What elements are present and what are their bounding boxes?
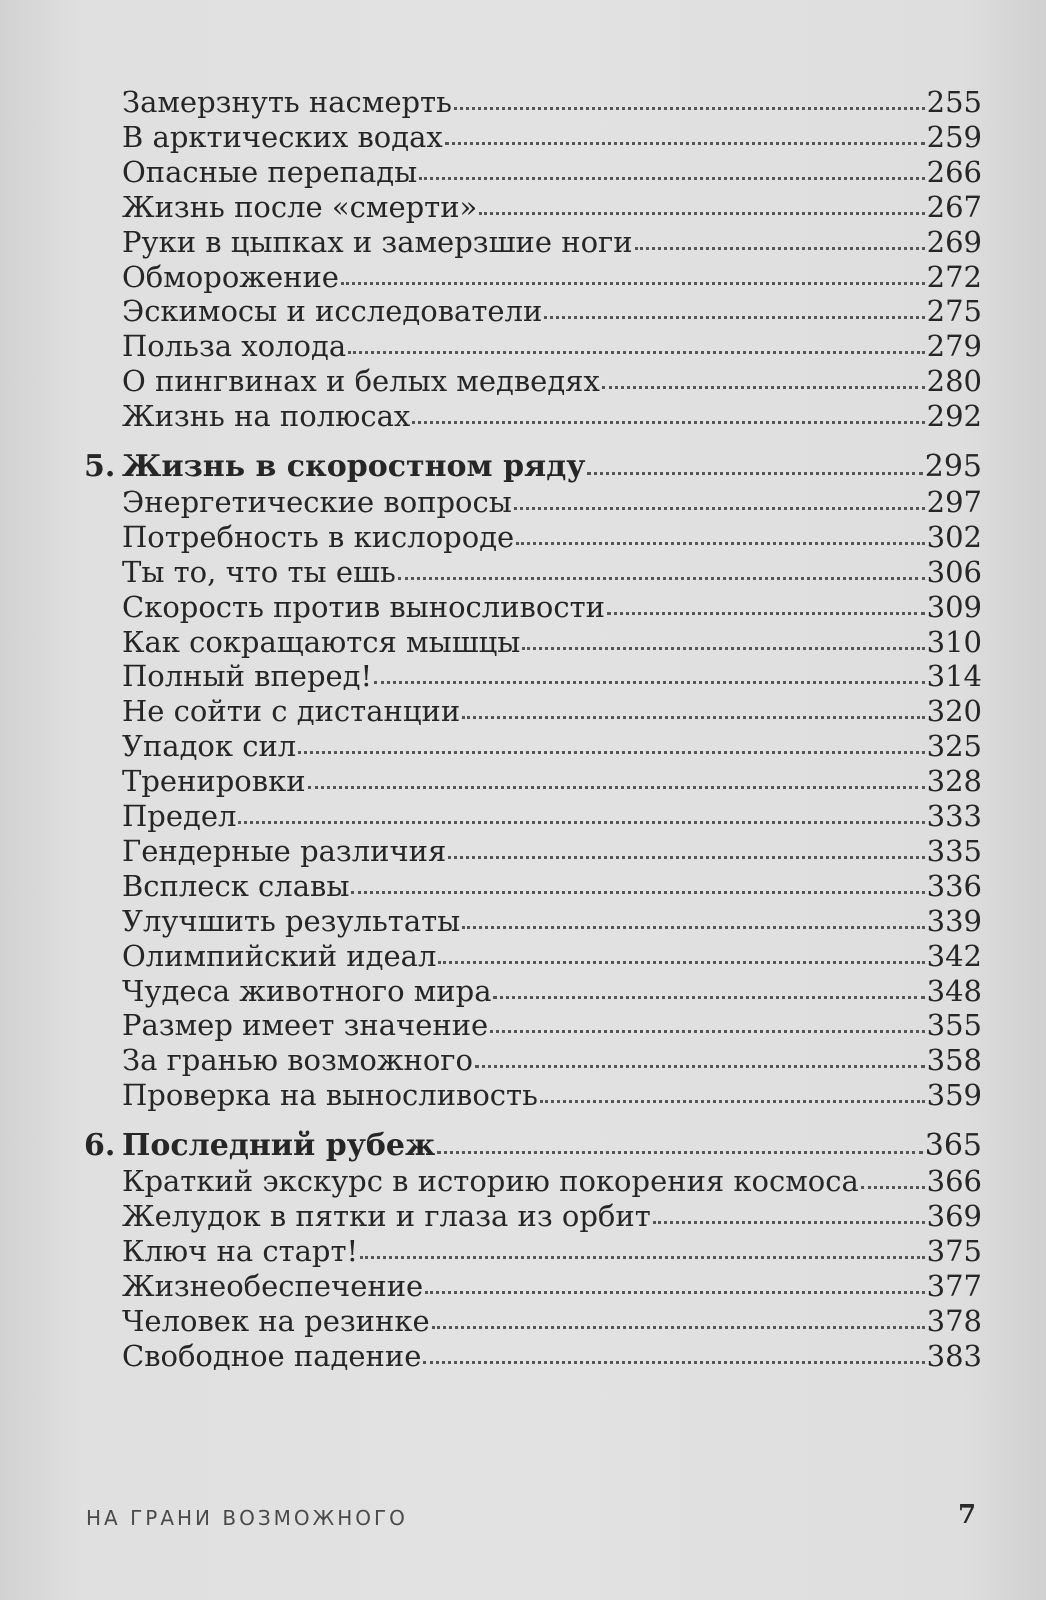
section-title: Всплеск славы	[122, 868, 350, 903]
toc-page-number: 269	[926, 224, 982, 259]
dot-leader	[238, 820, 924, 824]
dot-leader	[479, 211, 924, 215]
section-title: За гранью возможного	[122, 1043, 473, 1078]
toc-page-number: 279	[926, 329, 982, 364]
section-title: Проверка на выносливость	[122, 1078, 538, 1113]
toc-section-entry	[122, 259, 982, 295]
toc-page-number: 355	[926, 1008, 982, 1043]
toc-section-entry	[122, 119, 982, 155]
dot-leader	[398, 576, 925, 580]
toc-section-entry	[122, 589, 982, 625]
toc-page-number: 259	[926, 119, 982, 154]
dot-leader	[351, 890, 924, 894]
section-title: Гендерные различия	[122, 833, 447, 868]
dot-leader	[341, 281, 925, 285]
dot-leader	[635, 246, 925, 250]
section-title: Жизнь после «смерти»	[122, 189, 478, 224]
toc-section-entry	[122, 1233, 982, 1269]
section-title: Польза холода	[122, 329, 347, 364]
section-title: Краткий экскурс в историю покорения космоса	[122, 1164, 859, 1198]
toc-section-entry	[122, 154, 982, 190]
section-title: Чудеса животного мира	[122, 973, 492, 1008]
toc-page-number: 325	[926, 729, 982, 764]
section-title: Скорость против выносливости	[122, 589, 605, 624]
dot-leader	[490, 1029, 924, 1033]
dot-leader	[374, 680, 924, 684]
dot-leader	[475, 1064, 925, 1068]
section-title: Свободное падение	[122, 1338, 422, 1373]
toc-section-entry	[122, 328, 982, 364]
dot-leader	[522, 646, 924, 650]
toc-page-number: 359	[926, 1078, 982, 1113]
toc-section-entry	[122, 868, 982, 904]
dot-leader	[308, 785, 925, 789]
toc-page-number: 295	[924, 449, 982, 484]
toc-chapter-entry	[84, 1128, 982, 1164]
toc-section-entry	[122, 1077, 982, 1113]
section-title: Ты то, что ты ешь	[122, 554, 396, 589]
chapter-number: 5.	[84, 449, 116, 484]
toc-page-number: 267	[926, 189, 982, 224]
toc-section-entry	[122, 1268, 982, 1304]
toc-section-entry	[122, 224, 982, 260]
section-title: Ключ на старт!	[122, 1233, 359, 1268]
toc-page-number: 272	[926, 259, 982, 294]
section-title: Предел	[122, 799, 237, 833]
section-title: Упадок сил	[122, 729, 297, 764]
dot-leader	[438, 960, 924, 964]
toc-section-entry	[122, 658, 982, 694]
toc-page-number: 348	[926, 973, 982, 1008]
toc-section-entry	[122, 554, 982, 590]
section-title: Олимпийский идеал	[122, 938, 437, 973]
toc-section-entry	[122, 84, 982, 120]
section-title: Полный вперед!	[122, 659, 373, 694]
toc-section-entry	[122, 1007, 982, 1043]
dot-leader	[448, 855, 924, 859]
toc-section-entry	[122, 798, 982, 834]
toc-page-number: 306	[926, 554, 982, 589]
toc-section-entry	[122, 293, 982, 329]
dot-leader	[437, 1150, 922, 1154]
running-footer-title: НА ГРАНИ ВОЗМОЖНОГО	[86, 1506, 408, 1530]
toc-page-number: 292	[926, 399, 982, 434]
toc-section-entry	[122, 519, 982, 555]
toc-page-number: 309	[926, 589, 982, 624]
dot-leader	[861, 1185, 925, 1189]
section-title: Опасные перепады	[122, 154, 418, 189]
toc-page-number: 383	[926, 1338, 982, 1373]
section-title: Эскимосы и исследователи	[122, 294, 543, 329]
section-title: Не сойти с дистанции	[122, 694, 461, 729]
dot-leader	[419, 176, 924, 180]
toc-page-number: 378	[926, 1303, 982, 1338]
dot-leader	[462, 925, 924, 929]
toc-section-entry	[122, 1338, 982, 1374]
toc-section-entry	[122, 1163, 982, 1199]
toc-page-number: 310	[926, 624, 982, 659]
toc-page-number: 275	[926, 294, 982, 329]
section-title: Тренировки	[122, 764, 306, 799]
dot-leader	[493, 995, 924, 999]
dot-leader	[607, 611, 925, 615]
toc-section-entry	[122, 728, 982, 764]
toc-page-number: 358	[926, 1043, 982, 1078]
toc-section-entry	[122, 1198, 982, 1234]
section-title: Потребность в кислороде	[122, 519, 515, 554]
toc-page-number: 342	[926, 938, 982, 973]
chapter-title: Жизнь в скоростном ряду	[122, 449, 586, 484]
section-title: Улучшить результаты	[122, 903, 461, 938]
toc-page-number: 336	[926, 868, 982, 903]
toc-page-number: 365	[924, 1128, 982, 1164]
toc-section-entry	[122, 903, 982, 939]
section-title: Энергетические вопросы	[122, 484, 512, 519]
chapter-number: 6.	[84, 1128, 116, 1164]
section-title: Человек на резинке	[122, 1303, 430, 1338]
dot-leader	[516, 541, 924, 545]
toc-section-entry	[122, 973, 982, 1009]
toc-page-number: 302	[926, 519, 982, 554]
toc-page-number: 297	[926, 484, 982, 519]
dot-leader	[653, 1220, 925, 1224]
toc-section-entry	[122, 624, 982, 660]
dot-leader	[360, 1255, 924, 1259]
dot-leader	[348, 350, 925, 354]
dot-leader	[298, 750, 924, 754]
section-title: Руки в цыпках и замерзшие ноги	[122, 224, 633, 259]
section-title: Жизнеобеспечение	[122, 1268, 424, 1303]
section-title: Желудок в пятки и глаза из орбит	[122, 1198, 651, 1233]
toc-page-number: 335	[926, 833, 982, 868]
dot-leader	[454, 106, 925, 110]
dot-leader	[462, 715, 924, 719]
dot-leader	[514, 506, 925, 510]
section-title: Обморожение	[122, 259, 339, 294]
chapter-title: Последний рубеж	[122, 1128, 436, 1164]
toc-section-entry	[122, 833, 982, 869]
dot-leader	[445, 141, 925, 145]
toc-page-number: 333	[926, 799, 982, 833]
toc-page-number: 266	[926, 154, 982, 189]
toc-page-number: 280	[926, 364, 982, 399]
section-title: Как сокращаются мышцы	[122, 624, 521, 659]
dot-leader	[412, 420, 924, 424]
dot-leader	[423, 1360, 924, 1364]
toc-section-entry	[122, 1303, 982, 1339]
toc-section-entry	[122, 1042, 982, 1078]
section-title: В арктических водах	[122, 119, 443, 154]
toc-chapter-entry	[84, 449, 982, 485]
dot-leader	[540, 1099, 925, 1103]
toc-page-number: 255	[926, 85, 982, 119]
toc-section-entry	[122, 398, 982, 434]
toc-page-number: 375	[926, 1233, 982, 1268]
section-title: О пингвинах и белых медведях	[122, 364, 600, 399]
dot-leader	[425, 1290, 924, 1294]
toc-section-entry	[122, 484, 982, 520]
section-title: Замерзнуть насмерть	[122, 85, 452, 119]
toc-page-number: 328	[926, 764, 982, 799]
dot-leader	[602, 385, 925, 389]
page-number: 7	[958, 1500, 977, 1530]
dot-leader	[432, 1325, 925, 1329]
toc-section-entry	[122, 763, 982, 799]
toc-section-entry	[122, 938, 982, 974]
toc-page-number: 320	[926, 694, 982, 729]
toc-section-entry	[122, 189, 982, 225]
toc-section-entry	[122, 363, 982, 399]
toc-page-number: 314	[926, 659, 982, 694]
section-title: Размер имеет значение	[122, 1008, 489, 1043]
toc-page-number: 369	[926, 1198, 982, 1233]
dot-leader	[544, 315, 924, 319]
toc-section-entry	[122, 693, 982, 729]
toc-page-number: 339	[926, 903, 982, 938]
toc-page-number: 366	[926, 1164, 982, 1198]
dot-leader	[587, 471, 922, 475]
section-title: Жизнь на полюсах	[122, 399, 411, 434]
toc-page-number: 377	[926, 1268, 982, 1303]
